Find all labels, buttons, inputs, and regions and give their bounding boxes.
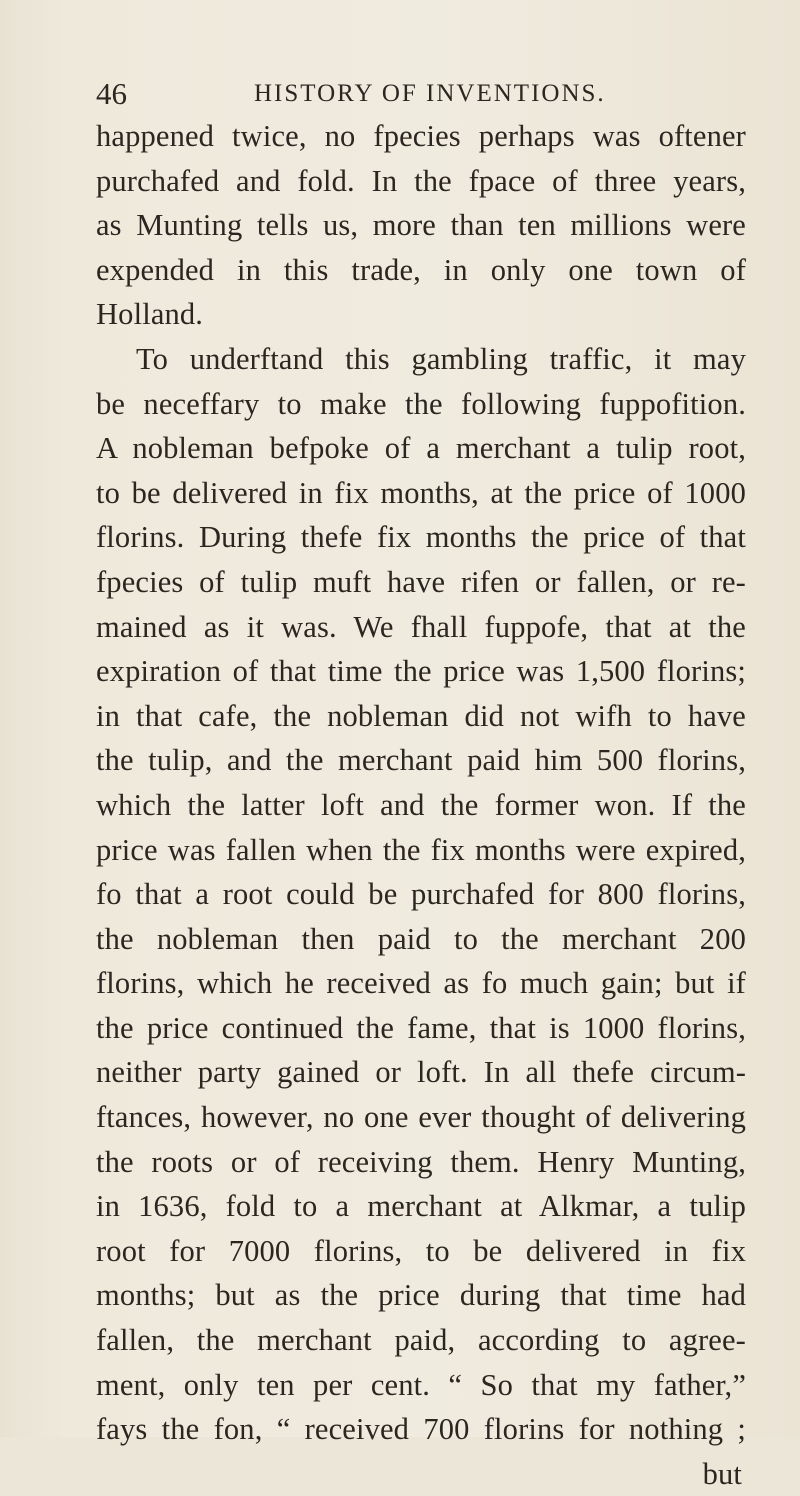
text-line: be neceffary to make the following fuppofition. [96, 386, 746, 421]
text-line: fallen, the merchant paid, according to agree- [96, 1323, 746, 1358]
catchword: but [702, 1456, 742, 1491]
text-line: purchafed and fold. In the fpace of three years, [96, 163, 746, 198]
text-line: the price continued the fame, that is 1000 florins, [96, 1010, 746, 1045]
text-line: happened twice, no fpecies perhaps was oftener [96, 119, 746, 153]
text-line: mained as it was. We fhall fuppofe, that at the [96, 609, 746, 644]
text-line: A nobleman befpoke of a merchant a tulip root, [96, 431, 746, 466]
text-line: in 1636, fold to a merchant at Alkmar, a tulip [96, 1189, 746, 1224]
text-line: root for 7000 florins, to be delivered in fix [96, 1233, 746, 1268]
text-line: months; but as the price during that time had [96, 1278, 746, 1313]
text-line: florins. During thefe fix months the price of that [96, 520, 746, 555]
running-title: HISTORY OF INVENTIONS. [254, 80, 606, 107]
text-line: expended in this trade, in only one town of [96, 252, 746, 287]
text-line: fpecies of tulip muft have rifen or fallen, or re- [96, 564, 746, 599]
text-line: which the latter loft and the former won. If the [96, 787, 746, 822]
body-text [96, 114, 746, 1496]
text-line: ftances, however, no one ever thought of delivering [96, 1100, 746, 1135]
text-line: the nobleman then paid to the merchant 200 [96, 921, 746, 956]
running-head [96, 74, 736, 114]
page-number: 46 [96, 76, 127, 111]
text-line: florins, which he received as fo much gain; but if [96, 966, 746, 1001]
text-line: to be delivered in fix months, at the price of 1000 [96, 475, 746, 510]
text-line: neither party gained or loft. In all thefe circum- [96, 1055, 746, 1090]
text-line: the tulip, and the merchant paid him 500 florins, [96, 743, 746, 778]
text-line: price was fallen when the fix months were expired, [96, 832, 746, 867]
text-line: fays the fon, “ received 700 florins for nothing ; [96, 1412, 746, 1447]
text-line: the roots or of receiving them. Henry Munting, [96, 1144, 746, 1179]
text-line: in that cafe, the nobleman did not wifh to have [96, 698, 746, 733]
text-line: ment, only ten per cent. “ So that my father,” [96, 1367, 746, 1402]
text-line: fo that a root could be purchafed for 800 florins, [96, 877, 746, 912]
text-line: expiration of that time the price was 1,500 florins; [96, 654, 746, 689]
text-line: To underftand this gambling traffic, it may [136, 341, 746, 376]
text-line: Holland. [96, 297, 204, 332]
text-line: as Munting tells us, more than ten millions were [96, 208, 746, 243]
